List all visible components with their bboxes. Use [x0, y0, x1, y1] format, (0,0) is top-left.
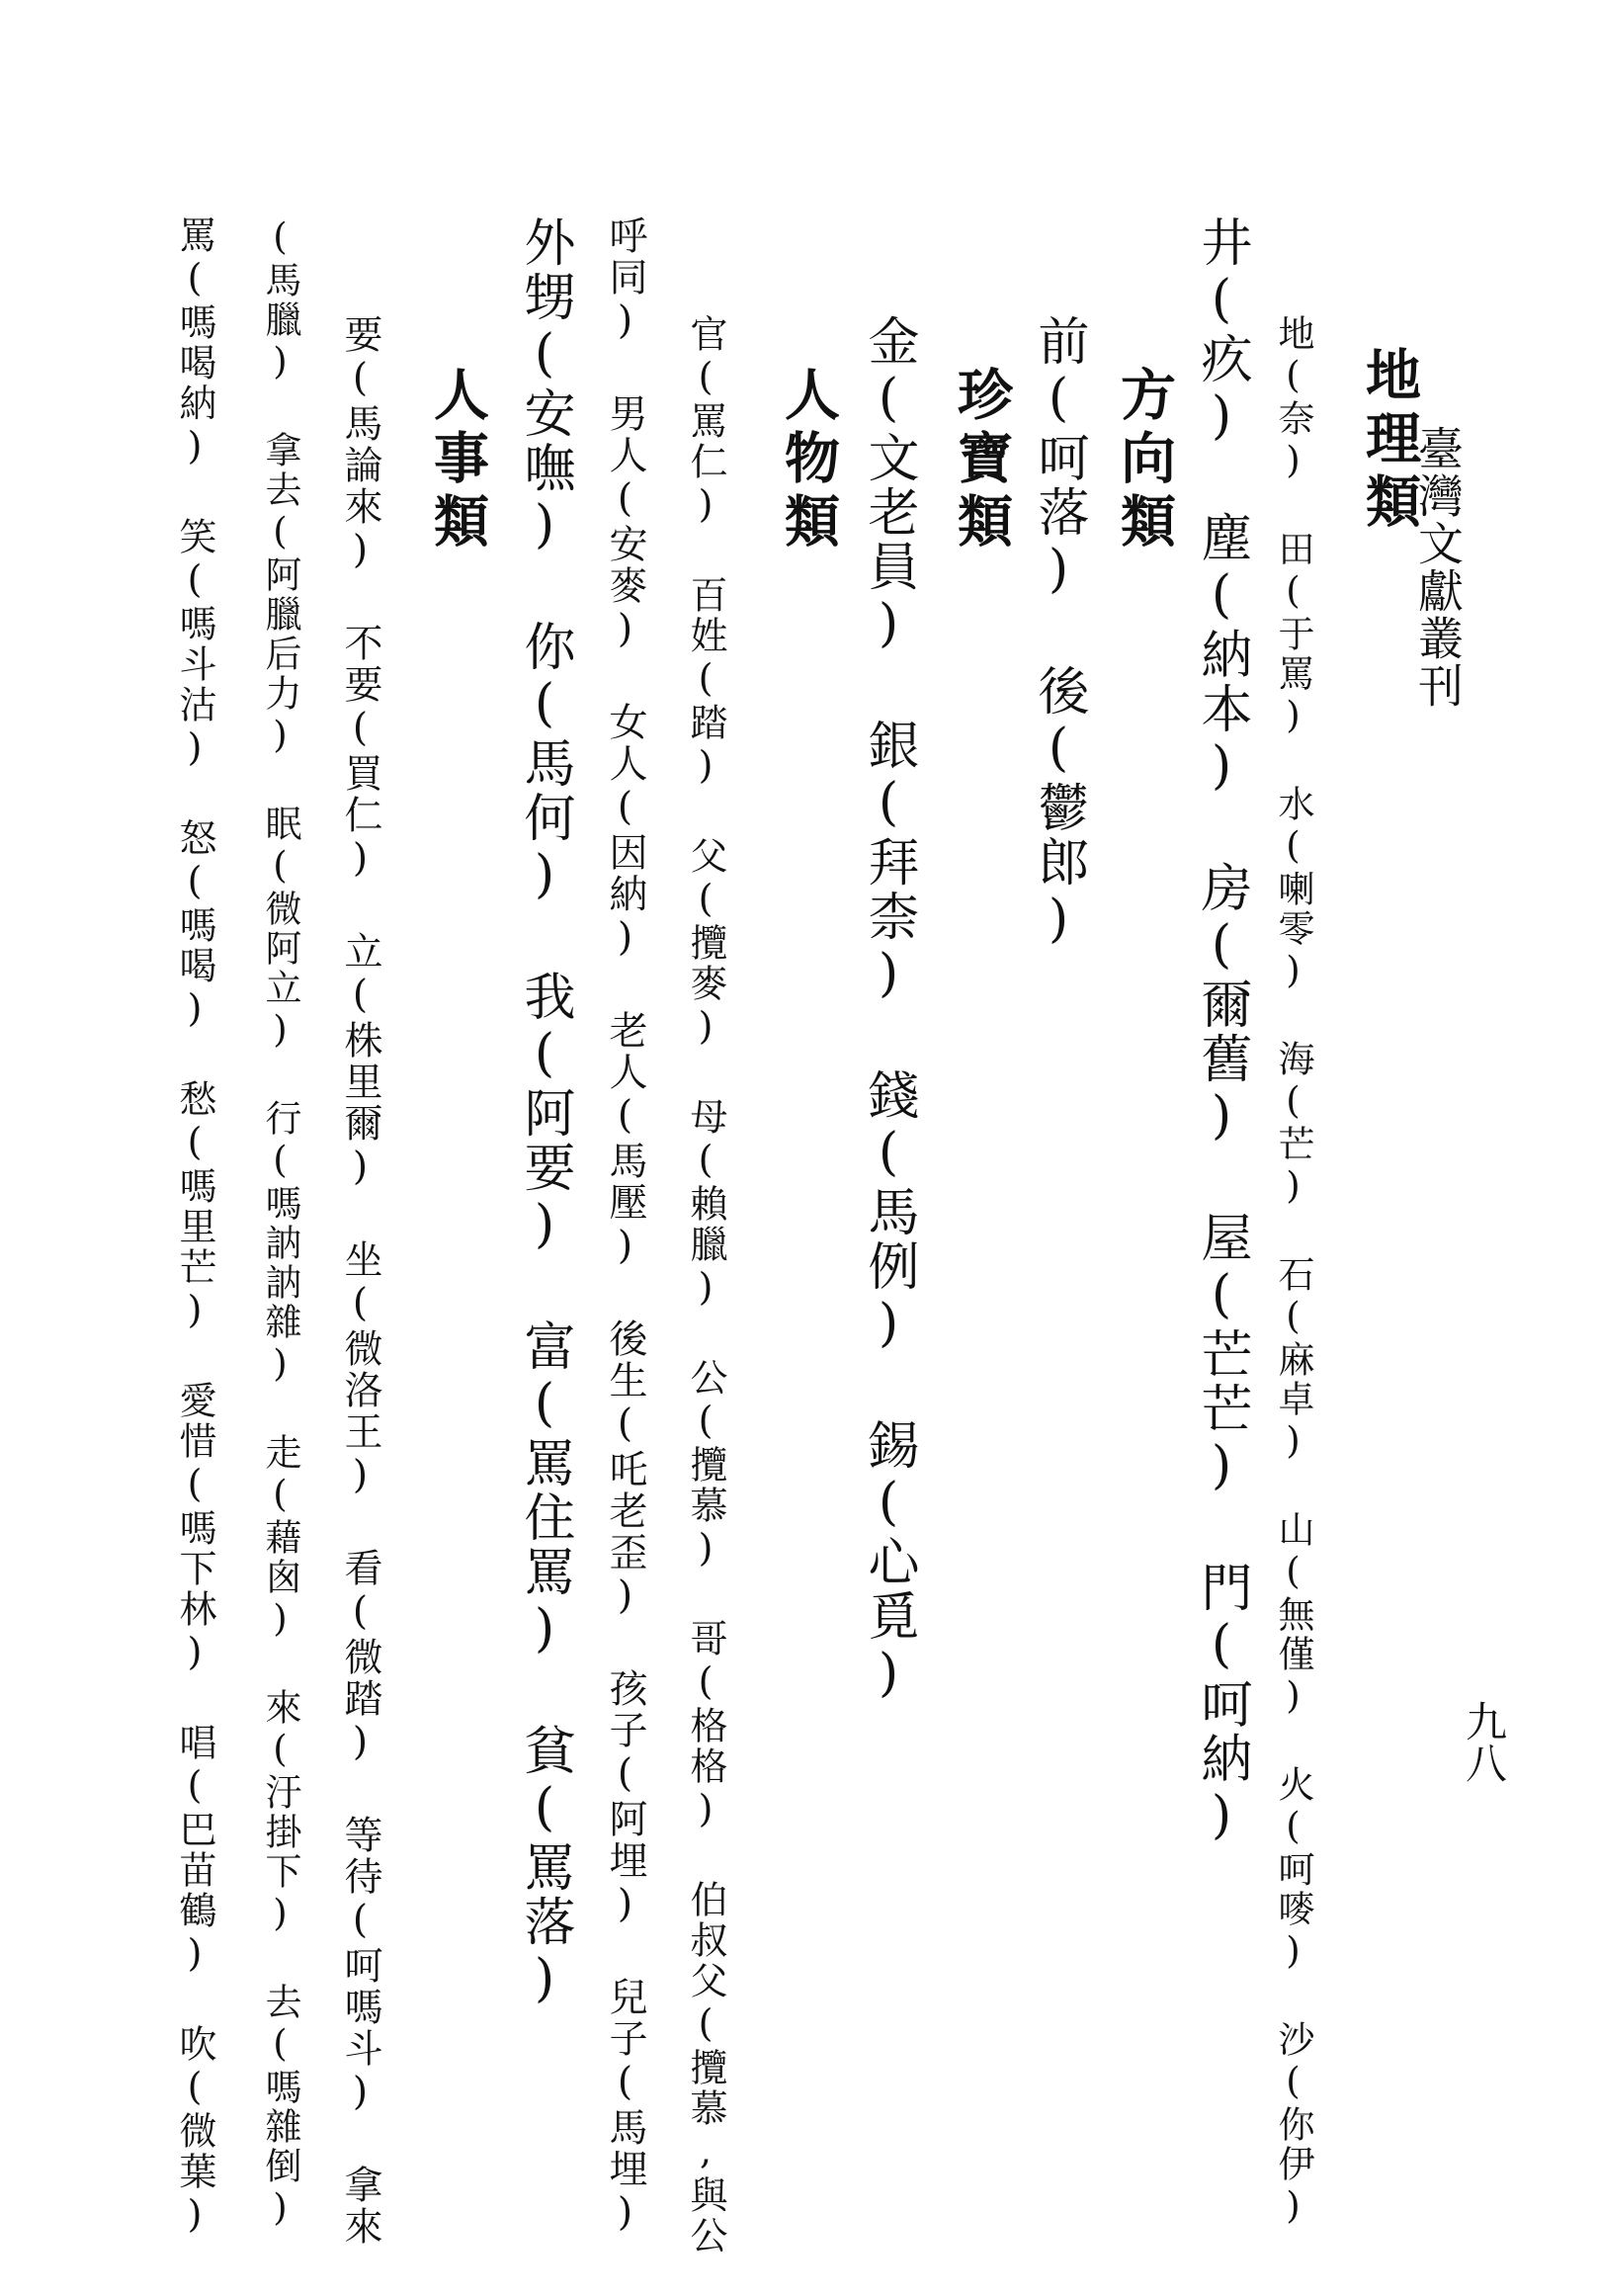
page-number: 九八 [1460, 1700, 1508, 1783]
section-heading-affairs: 人事類 [425, 366, 490, 555]
section-heading-people: 人物類 [776, 366, 841, 555]
running-head: 臺灣文獻叢刊 [1411, 425, 1465, 710]
text-column: 罵(嗎喝納) 笑(嗎斗沽) 怒(嗎喝) 愁(嗎里芒) 愛惜(嗎下林) 唱(巴苗鶴) 吹(微葉) [173, 215, 216, 2239]
text-column: 要(馬論來) 不要(買仁) 立(株里爾) 坐(微洛王) 看(微踏) 等待(呵嗎斗) 拿來 [338, 314, 382, 2248]
section-heading-treasure: 珍寶類 [949, 366, 1014, 555]
text-column: (馬臘) 拿去(阿臘后力) 眠(微阿立) 行(嗎訥訥雜) 走(藉囪) 來(汙掛下) 去(嗎雜倒) [259, 215, 301, 2232]
section-heading-geography: 地理類 [1357, 346, 1422, 536]
text-column: 前(呵落) 後(鬱郎) [1029, 314, 1088, 952]
text-column: 井(疚) 塵(納本) 房(爾舊) 屋(芒芒) 門(呵納) [1192, 215, 1251, 1848]
section-heading-direction: 方向類 [1112, 366, 1177, 555]
text-column: 地(奈) 田(于罵) 水(喇零) 海(芒) 石(麻卓) 山(無僅) 火(呵嘜) 沙(你伊) [1272, 314, 1314, 2230]
text-column: 官(罵仁) 百姓(踏) 父(攬麥) 母(賴臘) 公(攬慕) 哥(格格) 伯叔父(攬慕,與公 [684, 314, 727, 2256]
text-column: 呼同) 男人(安麥) 女人(因納) 老人(馬壓) 後生(吒老歪) 孩子(阿埋) 兒子(馬埋) [603, 215, 647, 2238]
text-column: 金(文老員) 銀(拜柰) 錢(馬例) 錫(心覓) [859, 314, 918, 1706]
text-column: 外甥(安嘸) 你(馬何) 我(阿要) 富(罵住罵) 貧(罵落) [515, 215, 574, 2011]
